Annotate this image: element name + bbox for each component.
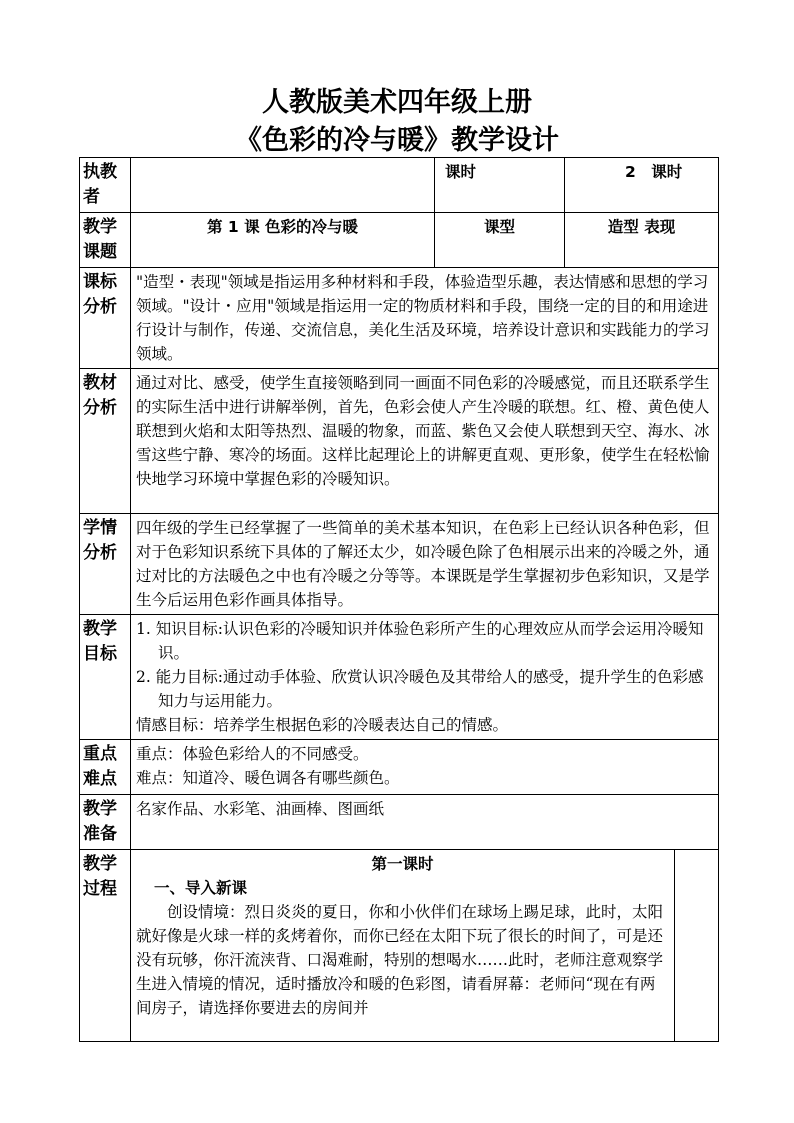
standard-text: "造型・表现"领域是指运用多种材料和手段，体验造型乐趣，表达情感和思想的学习领域。"设计・应用"领域是指运用一定的物质材料和手段，围绕一定的目的和用途进行设计与制作，传递、交流信息，美化生活及环境，培养设计意识和实践能力的学习领域。 xyxy=(131,268,719,369)
prep-text: 名家作品、水彩笔、油画棒、图画纸 xyxy=(131,795,719,850)
goal-knowledge: 1. 知识目标:认识色彩的冷暖知识并体验色彩所产生的心理效应从而学会运用冷暖知识。 xyxy=(136,620,704,662)
difficulty-point: 难点：知道冷、暖色调各有哪些颜色。 xyxy=(136,769,400,787)
lesson-title: 第一课时 xyxy=(371,855,434,873)
teacher-label: 执教者 xyxy=(80,158,131,213)
document-title-line2: 《色彩的冷与暖》教学设计 xyxy=(235,125,559,156)
process-notes xyxy=(675,850,719,1042)
lesson-plan-table xyxy=(79,157,719,1042)
teacher-value xyxy=(131,158,435,213)
document-title-line1: 人教版美术四年级上册 xyxy=(262,87,532,118)
key-content xyxy=(131,740,719,795)
row-material xyxy=(80,369,719,514)
students-text: 四年级的学生已经掌握了一些简单的美术基本知识，在色彩上已经认识各种色彩，但对于色彩知识系统下具体的了解还太少，如冷暖色除了色相展示出来的冷暖之外，通过对比的方法暖色之中也有冷暖之分等等。本课既是学生掌握初步色彩知识，又是学生今后运用色彩作画具体指导。 xyxy=(131,514,719,615)
row-topic xyxy=(80,213,719,268)
students-label: 学情分析 xyxy=(80,514,131,615)
goal-emotion: 情感目标：培养学生根据色彩的冷暖表达自己的情感。 xyxy=(136,716,509,734)
goals-label: 教学目标 xyxy=(80,615,131,740)
process-text: 创设情境：烈日炎炎的夏日，你和小伙伴们在球场上踢足球，此时，太阳就好像是火球一样的炙烤着你，而你已经在太阳下玩了很长的时间了，可是还没有玩够，你汗流浃背、口渴难耐，特别的想喝水……此时，老师注意观察学生进入情境的情况，适时播放冷和暖的色彩图，请看屏幕：老师问“现在有两间房子，请选择你要进去的房间并 xyxy=(136,903,664,1017)
prep-label: 教学准备 xyxy=(80,795,131,850)
row-prep xyxy=(80,795,719,850)
row-key xyxy=(80,740,719,795)
material-text: 通过对比、感受，使学生直接领略到同一画面不同色彩的冷暖感觉，而且还联系学生的实际生活中进行讲解举例，首先，色彩会使人产生冷暖的联想。红、橙、黄色使人联想到火焰和太阳等热烈、温暖的物象，而蓝、紫色又会使人联想到天空、海水、冰雪这些宁静、寒冷的场面。这样比起理论上的讲解更直观、更形象，使学生在轻松愉快地学习环境中掌握色彩的冷暖知识。 xyxy=(131,369,719,514)
goal-ability: 2. 能力目标:通过动手体验、欣赏认识冷暖色及其带给人的感受，提升学生的色彩感知力与运用能力。 xyxy=(136,668,704,710)
standard-label: 课标分析 xyxy=(80,268,131,369)
row-process xyxy=(80,850,719,1042)
hours-value: 2 课时 xyxy=(565,158,719,213)
topic-label: 教学课题 xyxy=(80,213,131,268)
section-title: 一、导入新课 xyxy=(154,879,248,897)
hours-label: 课时 xyxy=(435,158,565,213)
type-value: 造型 表现 xyxy=(565,213,719,268)
process-label: 教学过程 xyxy=(80,850,131,1042)
row-goals xyxy=(80,615,719,740)
process-content xyxy=(131,850,675,1042)
key-label: 重点难点 xyxy=(80,740,131,795)
topic-value: 第 1 课 色彩的冷与暖 xyxy=(131,213,435,268)
goals-content xyxy=(131,615,719,740)
material-label: 教材分析 xyxy=(80,369,131,514)
type-label: 课型 xyxy=(435,213,565,268)
row-standard xyxy=(80,268,719,369)
row-teacher xyxy=(80,158,719,213)
key-point: 重点：体验色彩给人的不同感受。 xyxy=(136,745,369,763)
row-students xyxy=(80,514,719,615)
